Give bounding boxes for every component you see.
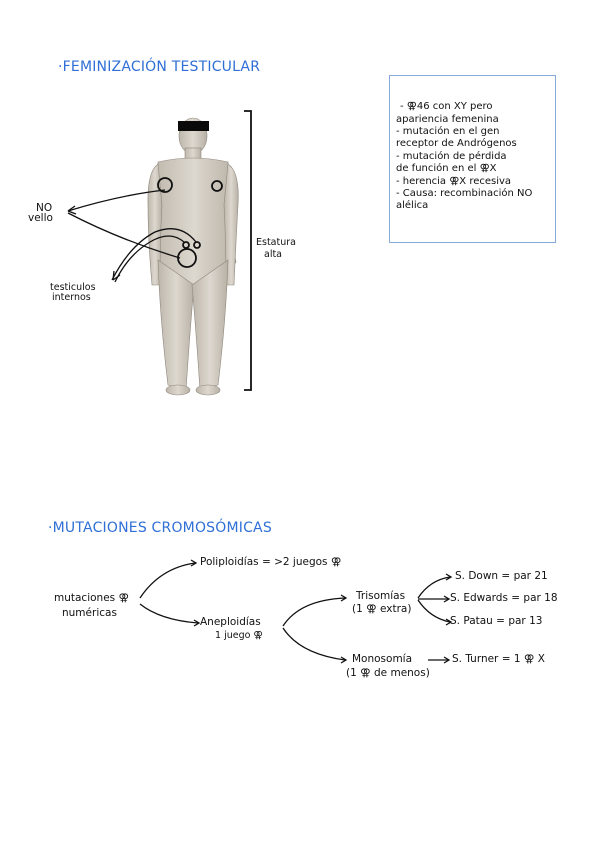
node-monosomia-sub: (1 ⚢ de menos): [346, 667, 430, 679]
label-testiculos: testiculos: [50, 282, 96, 293]
label-internos: internos: [52, 292, 91, 303]
height-bracket: [244, 111, 251, 390]
label-alta: alta: [264, 249, 283, 260]
node-edwards: S. Edwards = par 18: [450, 592, 558, 604]
body-silhouette: [148, 118, 238, 395]
label-vello: vello: [28, 212, 53, 224]
note-line: - Causa: recombinación NO: [396, 188, 533, 199]
note-line: receptor de Andrógenos: [396, 138, 517, 149]
note-line: - ⚢46 con XY pero: [400, 101, 493, 112]
node-trisomias: Trisomías: [356, 590, 406, 602]
node-poliploidias: Poliploidías = >2 juegos ⚢: [200, 556, 342, 568]
node-turner: S. Turner = 1 ⚢ X: [452, 653, 545, 665]
node-trisomias-sub: (1 ⚢ extra): [352, 603, 412, 615]
note-line: - herencia ⚢X recesiva: [396, 176, 512, 187]
section-title-feminizacion: ·FEMINIZACIÓN TESTICULAR: [58, 59, 261, 75]
note-line: apariencia femenina: [396, 114, 499, 125]
section-title-mutaciones: ·MUTACIONES CROMOSÓMICAS: [48, 520, 272, 536]
label-no: NO: [36, 202, 53, 214]
note-line: alélica: [396, 200, 429, 211]
note-line: - mutación de pérdida: [396, 151, 507, 162]
node-down: S. Down = par 21: [455, 570, 548, 582]
node-aneuploidias-sub: 1 juego ⚢: [215, 630, 263, 641]
notes-box: [389, 75, 556, 243]
censor-bar: [178, 121, 209, 131]
node-patau: S. Patau = par 13: [450, 615, 543, 627]
label-estatura: Estatura: [256, 237, 296, 248]
note-line: de función en el ⚢X: [396, 163, 497, 174]
tree-root-line2: numéricas: [62, 607, 117, 619]
node-aneuploidias: Aneploidías: [200, 616, 261, 628]
tree-root-line1: mutaciones ⚢: [54, 592, 130, 604]
note-line: - mutación en el gen: [396, 126, 500, 137]
node-monosomia: Monosomía: [352, 653, 413, 665]
